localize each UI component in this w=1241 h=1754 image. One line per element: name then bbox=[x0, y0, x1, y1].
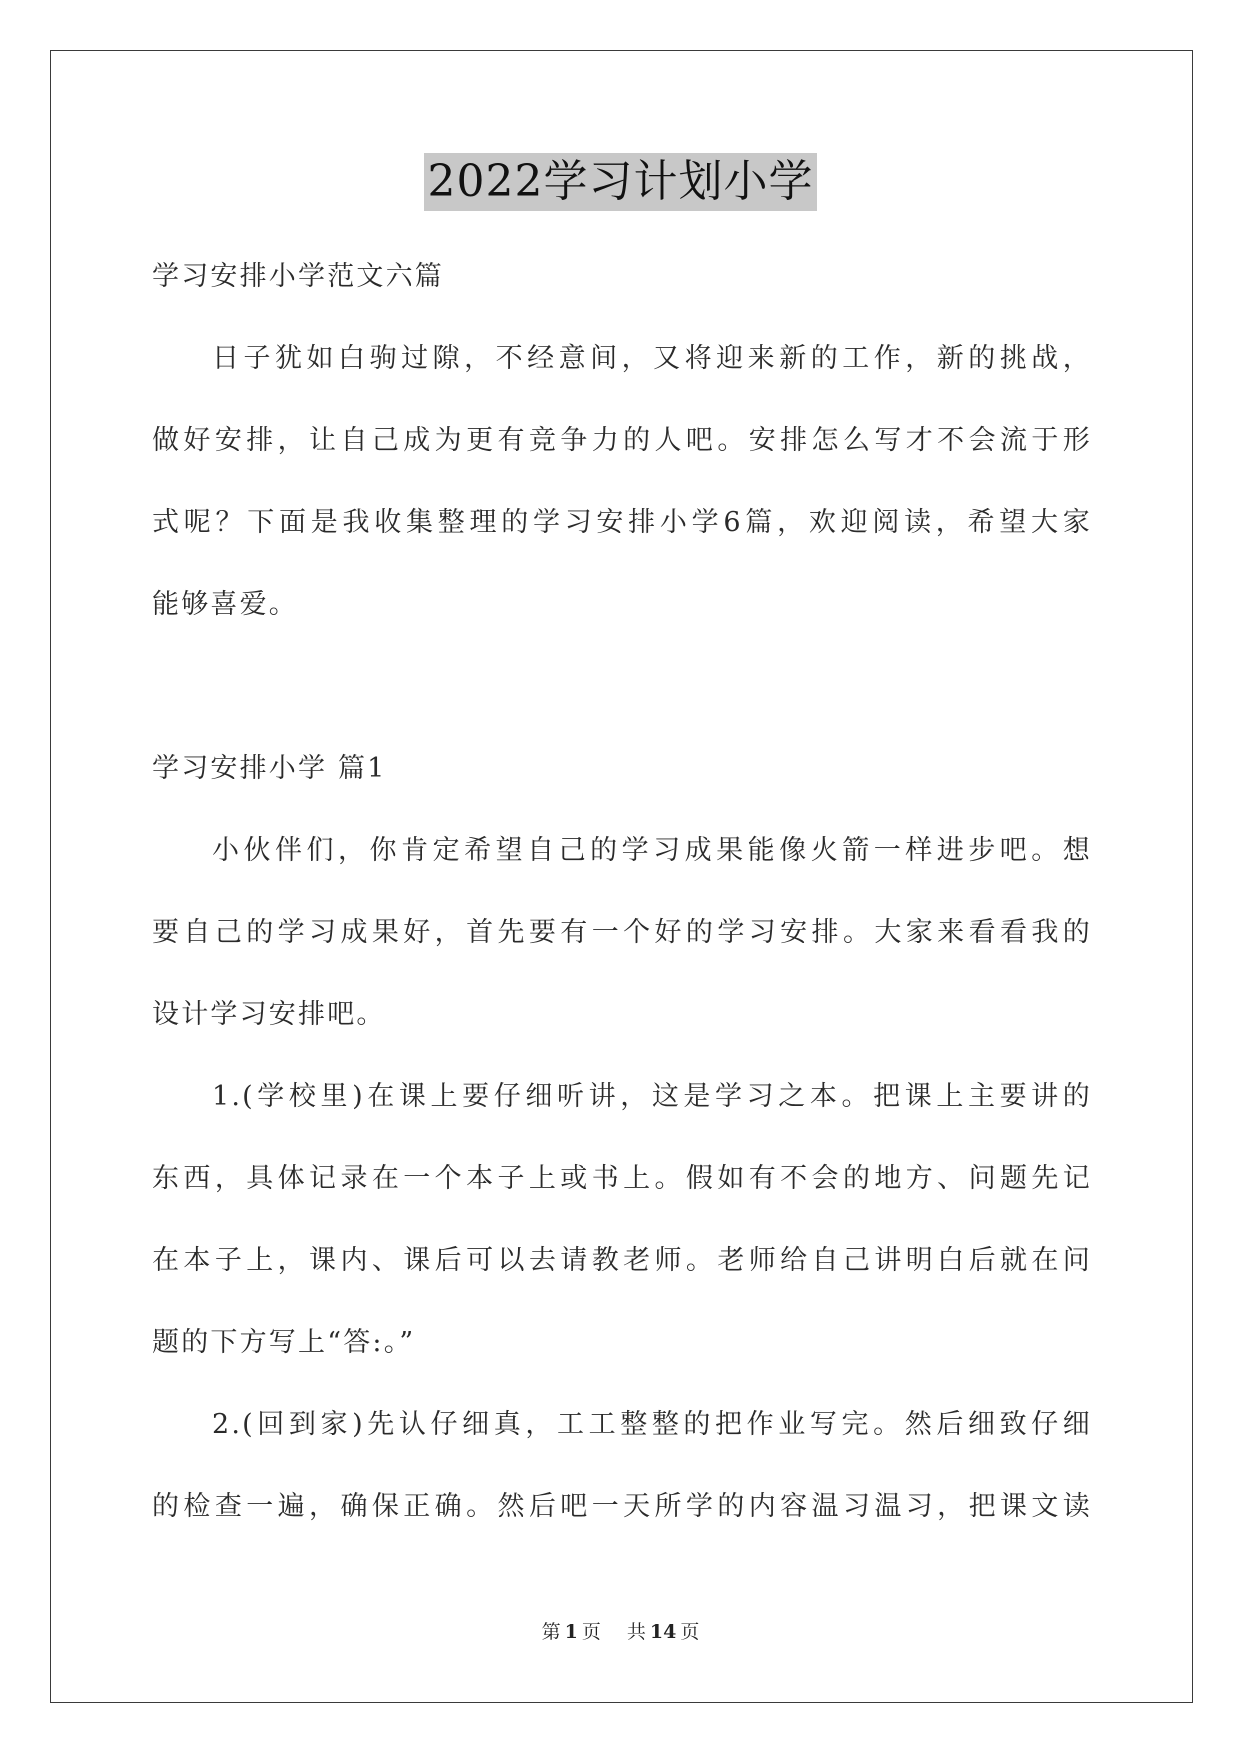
item1-line-3: 在本子上，课内、课后可以去请教老师。老师给自己讲明白后就在问 bbox=[152, 1245, 1092, 1276]
para1-line-3: 设计学习安排吧。 bbox=[152, 999, 386, 1030]
document-body bbox=[152, 236, 1092, 1548]
footer-total-prefix: 共 bbox=[626, 1621, 646, 1643]
footer-page-current: 1 bbox=[564, 1621, 578, 1643]
intro-line-4: 能够喜爱。 bbox=[152, 589, 298, 620]
footer-page-suffix: 页 bbox=[581, 1621, 601, 1643]
title-container bbox=[0, 153, 1241, 211]
item2-line-1: 2.(回到家)先认仔细真，工工整整的把作业写完。然后细致仔细 bbox=[212, 1409, 1092, 1440]
section-heading: 学习安排小学 篇1 bbox=[152, 753, 387, 784]
footer-total-suffix: 页 bbox=[680, 1621, 700, 1643]
item2-line-2: 的检查一遍，确保正确。然后吧一天所学的内容温习温习，把课文读 bbox=[152, 1491, 1092, 1522]
footer-page-total: 14 bbox=[649, 1621, 677, 1643]
footer-page-prefix: 第 bbox=[541, 1621, 561, 1643]
intro-line-1: 日子犹如白驹过隙，不经意间，又将迎来新的工作，新的挑战， bbox=[212, 343, 1092, 374]
paragraph-spacer bbox=[152, 646, 1092, 728]
para1-line-1: 小伙伴们，你肯定希望自己的学习成果能像火箭一样进步吧。想 bbox=[212, 835, 1092, 866]
item1-line-4: 题的下方写上“答:。” bbox=[152, 1327, 416, 1358]
subtitle: 学习安排小学范文六篇 bbox=[152, 261, 444, 292]
item1-line-2: 东西，具体记录在一个本子上或书上。假如有不会的地方、问题先记 bbox=[152, 1163, 1092, 1194]
item1-line-1: 1.(学校里)在课上要仔细听讲，这是学习之本。把课上主要讲的 bbox=[212, 1081, 1092, 1112]
para1-line-2: 要自己的学习成果好，首先要有一个好的学习安排。大家来看看我的 bbox=[152, 917, 1092, 948]
page-footer bbox=[0, 1617, 1241, 1644]
intro-line-3: 式呢？下面是我收集整理的学习安排小学6篇，欢迎阅读，希望大家 bbox=[152, 507, 1092, 538]
intro-line-2: 做好安排，让自己成为更有竞争力的人吧。安排怎么写才不会流于形 bbox=[152, 425, 1092, 456]
document-title: 2022学习计划小学 bbox=[424, 153, 818, 211]
